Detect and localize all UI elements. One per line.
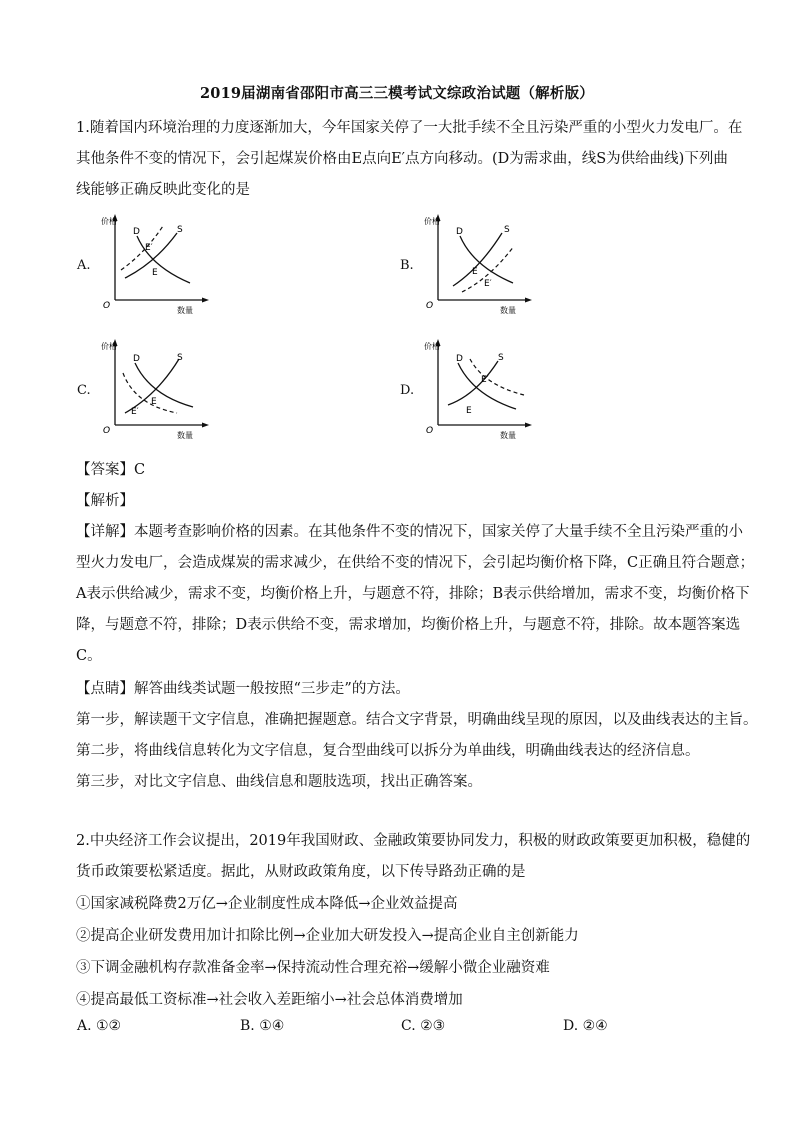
q2-choice-c: C. ②③ <box>401 1018 446 1034</box>
origin-label: O <box>103 301 111 311</box>
axis-label-price: 价格 <box>424 217 440 226</box>
x-axis-arrow <box>202 298 209 303</box>
q1-stem-line: 1.随着国内环境治理的力度逐渐加大，今年国家关停了一大批手续不全且污染严重的小型火力发电厂。在 <box>76 120 743 136</box>
axis-label-price: 价格 <box>424 342 440 351</box>
x-axis-arrow <box>202 423 209 428</box>
origin-label: O <box>426 426 434 436</box>
q1-detail-line: C。 <box>76 648 102 664</box>
q1-tip-line: 第三步，对比文字信息、曲线信息和题肢选项，找出正确答案。 <box>76 774 482 790</box>
q1-detail-line: 降，与题意不符，排除；D表示供给不变，需求增加，均衡价格上升，与题意不符，排除。故本题答案选 <box>76 617 741 633</box>
q2-item: ③下调金融机构存款准备金率→保持流动性合理充裕→缓解小微企业融资难 <box>76 960 550 976</box>
q2-stem-line: 2.中央经济工作会议提出，2019年我国财政、金融政策要协同发力，积极的财政政策要更加积极，稳健的 <box>76 833 751 849</box>
supply-curve <box>453 233 502 286</box>
q2-item: ④提高最低工资标准→社会收入差距缩小→社会总体消费增加 <box>76 992 463 1008</box>
q2-choice-a: A. ①② <box>77 1018 122 1034</box>
graph-option-c <box>95 333 225 445</box>
q2-stem-line: 货币政策要松紧适度。据此，从财政政策角度，以下传导路劲正确的是 <box>76 864 526 880</box>
graph-option-b <box>418 208 548 320</box>
axis-label-quantity: 数量 <box>500 306 516 315</box>
new-equilibrium-label: E′ <box>131 407 139 417</box>
new-equilibrium-label: E′ <box>481 375 489 385</box>
demand-label: D <box>456 354 463 364</box>
equilibrium-label: E <box>472 267 478 277</box>
q2-item: ①国家减税降费2万亿→企业制度性成本降低→企业效益提高 <box>76 896 458 912</box>
x-axis-arrow <box>525 298 532 303</box>
x-axis-arrow <box>525 423 532 428</box>
axis-label-quantity: 数量 <box>177 431 193 440</box>
q1-answer: 【答案】C <box>76 462 146 478</box>
axis-label-price: 价格 <box>101 217 117 226</box>
q1-detail-line: 型火力发电厂，会造成煤炭的需求减少，在供给不变的情况下，会引起均衡价格下降，C正确且符合题意； <box>76 555 755 571</box>
q1-stem-line: 其他条件不变的情况下，会引起煤炭价格由E点向E′点方向移动。(D为需求曲，线S为供给曲线)下列曲 <box>76 151 728 167</box>
supply-label: S <box>498 353 504 363</box>
new-equilibrium-label: E′ <box>484 279 492 289</box>
page-title: 2019届湖南省邵阳市高三三模考试文综政治试题（解析版） <box>200 85 594 102</box>
supply-label: S <box>504 225 510 235</box>
equilibrium-label: E <box>152 268 158 278</box>
new-equilibrium-label: E′ <box>145 243 153 253</box>
demand-label: D <box>456 227 463 237</box>
q1-tip-line: 第二步，将曲线信息转化为文字信息，复合型曲线可以拆分为单曲线，明确曲线表达的经济信息。 <box>76 743 700 759</box>
option-d-label: D. <box>400 383 415 398</box>
q1-analysis-heading: 【解析】 <box>76 493 134 509</box>
axis-label-quantity: 数量 <box>177 306 193 315</box>
q1-tip-line: 【点睛】解答曲线类试题一般按照“三步走”的方法。 <box>76 681 410 697</box>
supply-curve <box>125 233 177 278</box>
origin-label: O <box>426 301 434 311</box>
q2-choice-b: B. ①④ <box>240 1018 285 1034</box>
option-b-label: B. <box>400 258 414 273</box>
q1-stem-line: 线能够正确反映此变化的是 <box>76 182 250 198</box>
q2-item: ②提高企业研发费用加计扣除比例→企业加大研发投入→提高企业自主创新能力 <box>76 928 579 944</box>
supply-label: S <box>177 225 183 235</box>
axis-label-quantity: 数量 <box>500 431 516 440</box>
q1-detail-line: A表示供给减少，需求不变，均衡价格上升，与题意不符，排除；B表示供给增加，需求不变，均衡价格下 <box>76 586 750 602</box>
demand-curve <box>458 363 516 409</box>
origin-label: O <box>103 426 111 436</box>
option-c-label: C. <box>77 383 91 398</box>
q1-tip-line: 第一步，解读题干文字信息，准确把握题意。结合文字背景，明确曲线呈现的原因，以及曲线表达的主旨。 <box>76 712 758 728</box>
option-a-label: A. <box>77 258 91 273</box>
q1-detail-line: 【详解】本题考查影响价格的因素。在其他条件不变的情况下，国家关停了大量手续不全且污染严重的小 <box>76 524 743 540</box>
equilibrium-label: E <box>466 406 472 416</box>
equilibrium-label: E <box>151 397 157 407</box>
supply-label: S <box>177 353 183 363</box>
demand-label: D <box>133 354 140 364</box>
axis-label-price: 价格 <box>101 342 117 351</box>
demand-label: D <box>133 227 140 237</box>
q2-choice-d: D. ②④ <box>563 1018 608 1034</box>
graph-option-d <box>418 333 548 445</box>
graph-option-a <box>95 208 225 320</box>
